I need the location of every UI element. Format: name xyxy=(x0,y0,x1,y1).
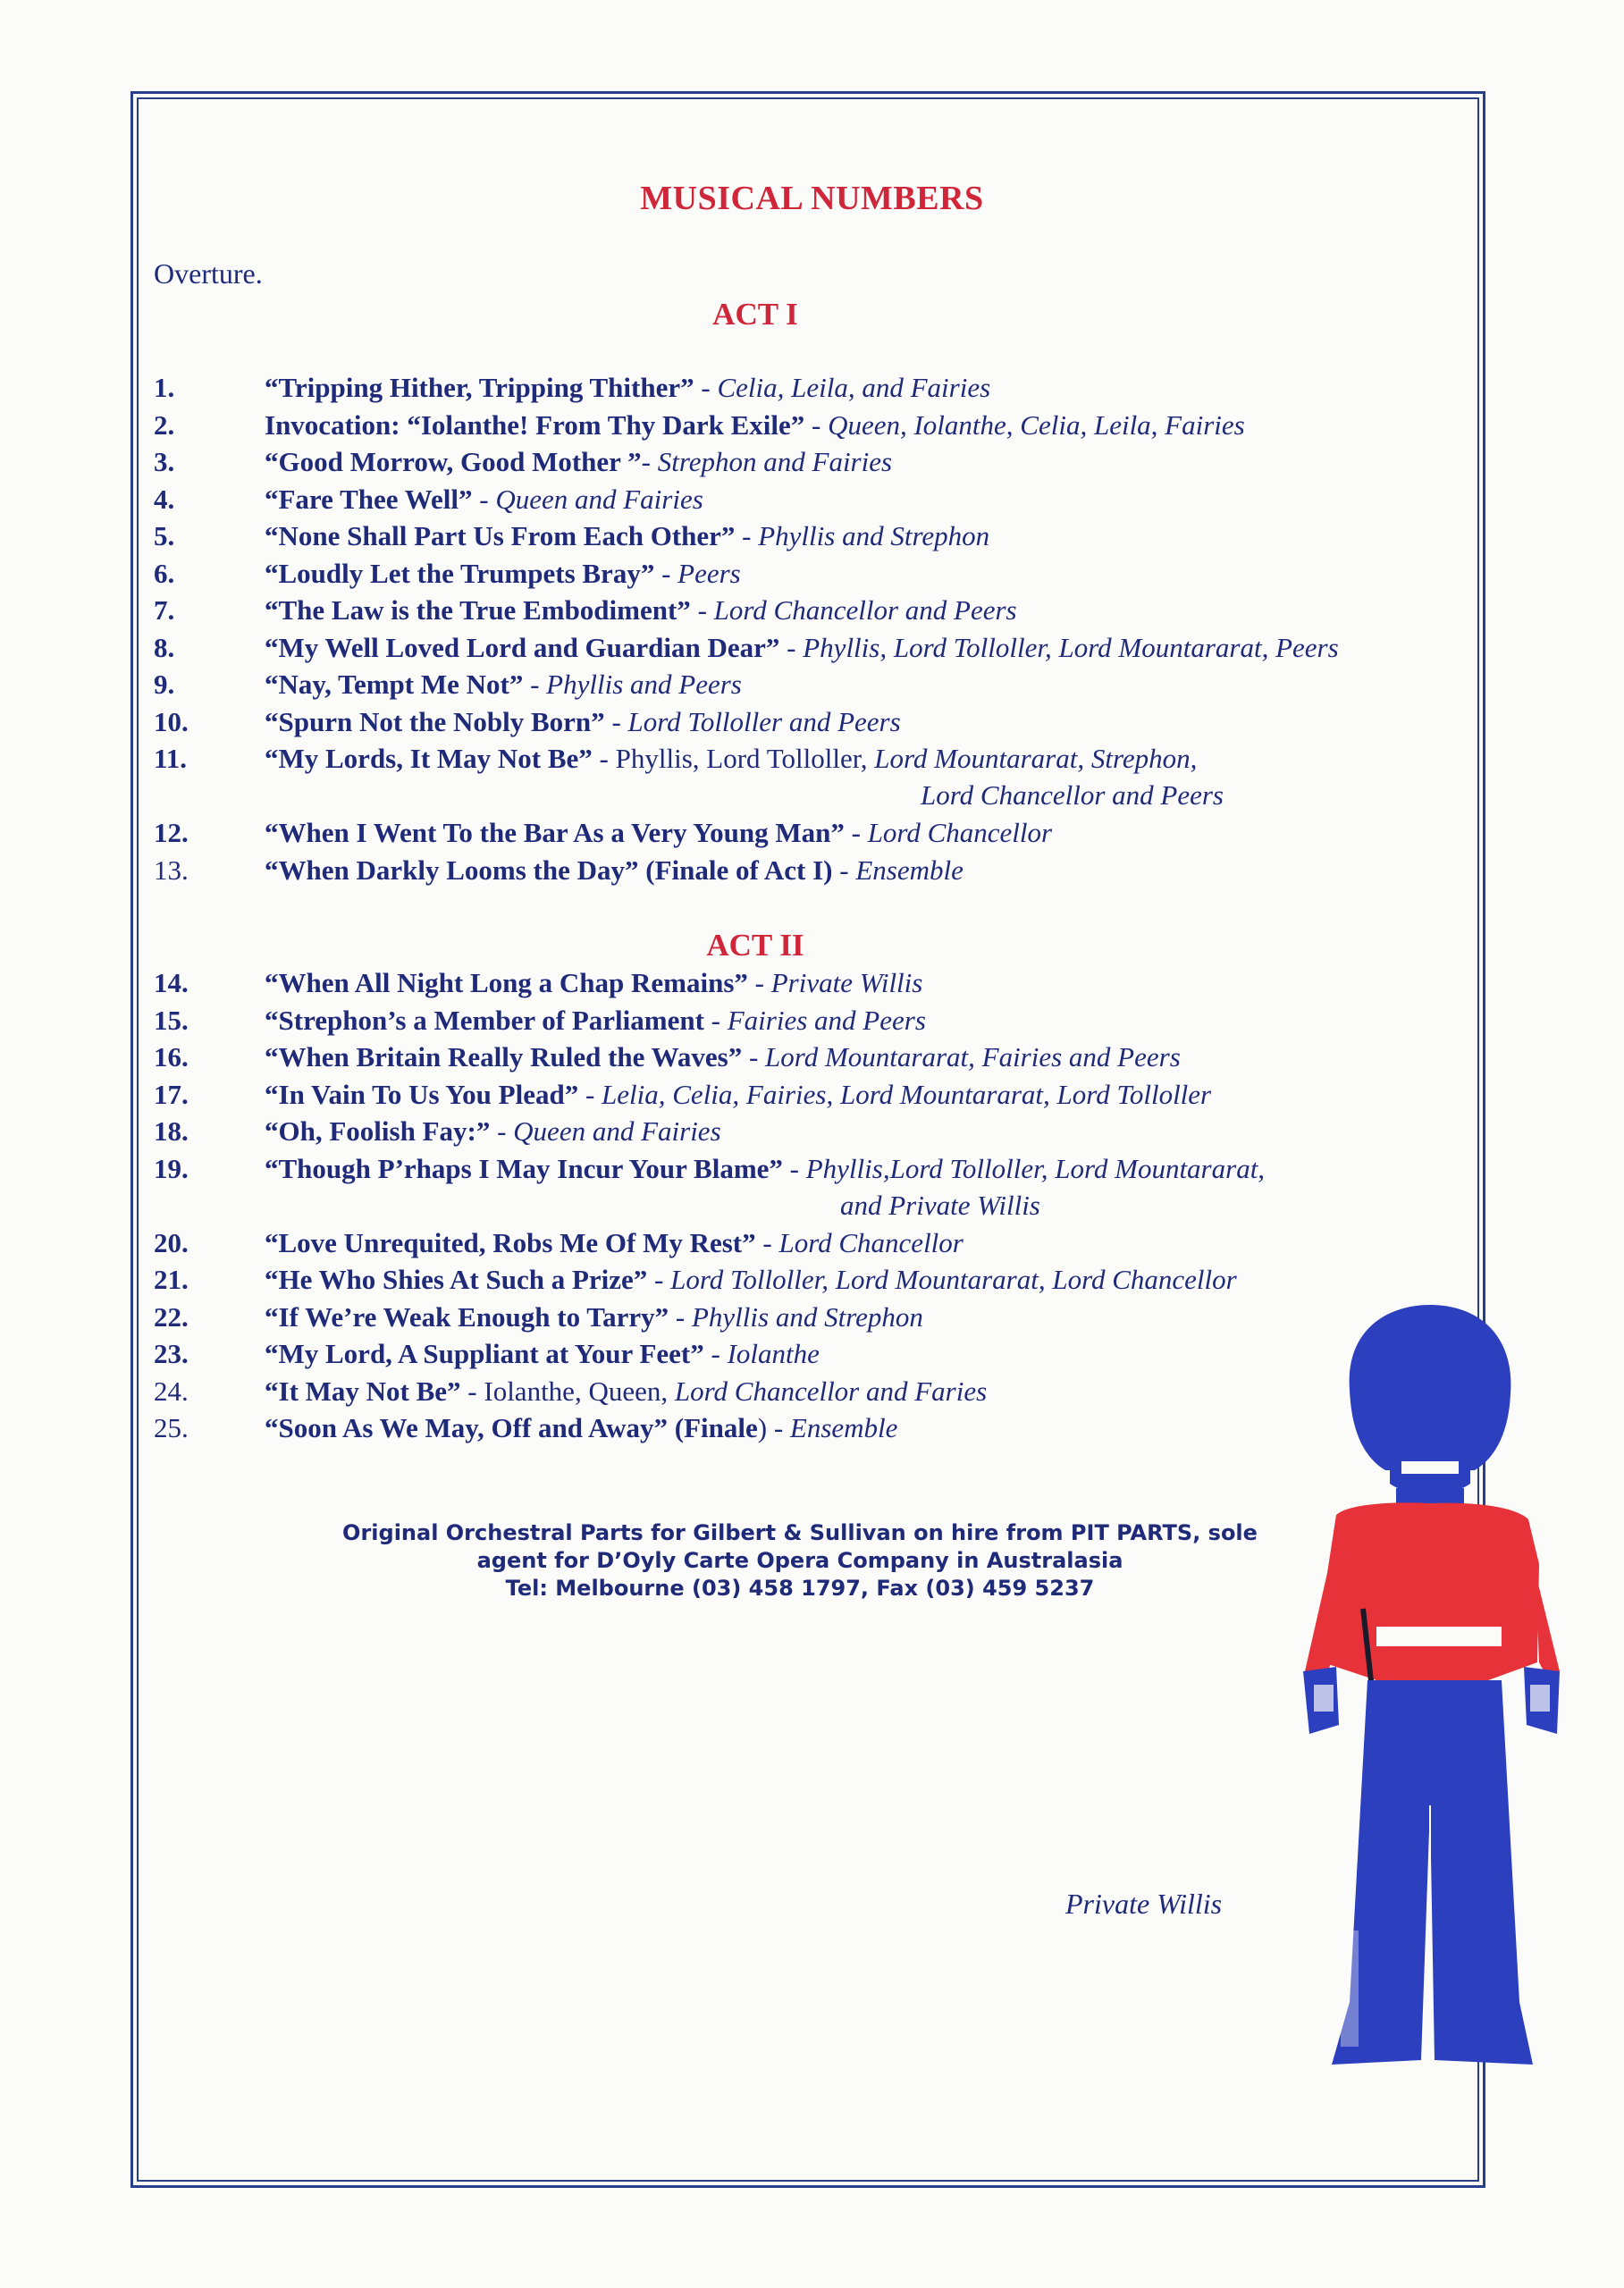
item-number: 23. xyxy=(154,1338,189,1369)
separator: - xyxy=(647,1264,671,1295)
performers: Queen and Fairies xyxy=(495,483,703,515)
item-number: 17. xyxy=(154,1078,189,1110)
list-item xyxy=(154,409,1494,447)
performers: Private Willis xyxy=(770,967,923,998)
performers: Lelia, Celia, Fairies, Lord Mountararat, Lord Tolloller xyxy=(602,1078,1212,1110)
list-item xyxy=(154,1375,1494,1413)
item-body xyxy=(265,1375,987,1408)
separator: - xyxy=(779,631,804,663)
item-number: 16. xyxy=(154,1041,189,1072)
performers: Phyllis and Peers xyxy=(546,669,742,700)
separator: - xyxy=(641,446,658,477)
notice-line: Tel: Melbourne (03) 458 1797, Fax (03) 459 5237 xyxy=(505,1576,1095,1601)
separator: - xyxy=(654,557,678,589)
list-item xyxy=(154,706,1494,744)
performers: Lord Chancellor xyxy=(867,817,1053,848)
list-item xyxy=(154,558,1494,595)
page-title: MUSICAL NUMBERS xyxy=(640,180,984,217)
song-title: “Good Morrow, Good Mother ” xyxy=(265,446,642,477)
item-body xyxy=(265,1079,1211,1111)
performers: Ensemble xyxy=(789,1412,898,1443)
list-item xyxy=(154,1338,1494,1375)
list-item xyxy=(154,446,1494,484)
song-title: “My Lord, A Suppliant at Your Feet” xyxy=(265,1338,704,1369)
item-body xyxy=(265,409,1245,442)
act-1-list xyxy=(154,372,1494,891)
separator: - xyxy=(804,408,829,441)
separator: - xyxy=(604,705,628,737)
list-item xyxy=(154,1227,1494,1265)
separator: - xyxy=(755,1226,779,1258)
item-number: 13. xyxy=(154,854,189,886)
performers: Ensemble xyxy=(855,854,963,886)
performers: Queen, Iolanthe, Celia, Leila, Fairies xyxy=(828,408,1245,441)
performers: Phyllis and Strephon xyxy=(758,520,990,551)
list-item xyxy=(154,484,1494,521)
list-item xyxy=(154,854,1494,892)
separator: - xyxy=(669,1300,692,1333)
item-number: 10. xyxy=(154,705,189,737)
performers: Phyllis and Strephon xyxy=(691,1300,923,1333)
song-title: Invocation: “Iolanthe! From Thy Dark Exile” xyxy=(265,408,805,441)
illustration-caption: Private Willis xyxy=(1065,1888,1223,1920)
song-title: “The Law is the True Embodiment” xyxy=(265,594,691,626)
performers: Fairies and Peers xyxy=(727,1004,926,1036)
red-tunic xyxy=(1323,1502,1539,1680)
item-body xyxy=(265,669,742,701)
performers: Celia, Leila, and Fairies xyxy=(717,372,991,403)
song-title: “When Darkly Looms the Day” (Finale of Act I) xyxy=(265,854,833,886)
song-title: “My Lords, It May Not Be” xyxy=(265,743,593,774)
item-body xyxy=(265,372,990,404)
overture-label: Overture. xyxy=(154,257,263,290)
list-item xyxy=(154,632,1494,669)
song-title: “In Vain To Us You Plead” xyxy=(265,1078,579,1110)
list-item xyxy=(154,594,1494,632)
list-item xyxy=(154,1005,1494,1042)
performers: Phyllis, Lord Tolloller, Lord Mountararat, Peers xyxy=(803,631,1339,663)
item-number: 11. xyxy=(154,743,188,774)
song-title: “Love Unrequited, Robs Me Of My Rest” xyxy=(265,1226,756,1258)
item-body xyxy=(265,743,1197,775)
list-item xyxy=(154,743,1494,817)
item-number: 14. xyxy=(154,967,189,998)
list-item xyxy=(154,1301,1494,1339)
song-title: “When Britain Really Ruled the Waves” xyxy=(265,1041,743,1072)
separator: - xyxy=(472,483,496,515)
separator: - xyxy=(592,743,616,774)
separator: - xyxy=(844,817,868,848)
song-title: “Oh, Foolish Fay:” xyxy=(265,1115,491,1147)
list-item xyxy=(154,1264,1494,1301)
act-2-list xyxy=(154,967,1494,1450)
performers: Phyllis,Lord Tolloller, Lord Mountararat, xyxy=(805,1152,1266,1184)
list-item xyxy=(154,1412,1494,1450)
performers: Iolanthe xyxy=(727,1338,820,1369)
performers: Peers xyxy=(677,557,741,589)
item-body xyxy=(265,594,1017,627)
notice-line: agent for D’Oyly Carte Opera Company in Australasia xyxy=(476,1548,1123,1573)
item-number: 18. xyxy=(154,1115,189,1147)
item-number: 5. xyxy=(154,520,175,551)
item-body xyxy=(265,1005,926,1037)
item-number: 9. xyxy=(154,669,175,700)
item-body xyxy=(265,967,922,999)
bearskin-hat xyxy=(1350,1305,1511,1470)
item-body xyxy=(265,520,989,552)
separator: - xyxy=(578,1078,602,1110)
notice-line: Original Orchestral Parts for Gilbert & Sullivan on hire from PIT PARTS, sole xyxy=(342,1520,1258,1545)
list-item xyxy=(154,1115,1494,1153)
item-body xyxy=(265,632,1339,664)
item-number: 20. xyxy=(154,1226,189,1258)
item-number: 12. xyxy=(154,817,189,848)
performers: Lord Chancellor xyxy=(778,1226,963,1258)
item-number: 3. xyxy=(154,446,175,477)
performers: Iolanthe, Queen, xyxy=(484,1375,675,1407)
item-body xyxy=(265,854,963,887)
song-title: “When I Went To the Bar As a Very Young Man” xyxy=(265,817,845,848)
item-number: 6. xyxy=(154,557,175,589)
guardsman-illustration xyxy=(1296,1305,1564,2065)
song-title: “My Well Loved Lord and Guardian Dear” xyxy=(265,631,780,663)
white-belt xyxy=(1376,1627,1502,1646)
separator: - xyxy=(703,1004,728,1036)
item-number: 15. xyxy=(154,1004,189,1036)
performers-continuation: Lord Chancellor and Peers xyxy=(921,779,1224,811)
song-title: “Soon As We May, Off and Away” (Finale xyxy=(265,1412,758,1443)
item-body xyxy=(265,558,741,590)
list-item xyxy=(154,372,1494,409)
performers: Lord Chancellor and Peers xyxy=(713,594,1017,626)
item-body xyxy=(265,446,892,478)
list-item xyxy=(154,1079,1494,1116)
performers: Phyllis, Lord Tolloller, xyxy=(615,743,875,774)
chin-strap xyxy=(1401,1461,1459,1474)
item-body xyxy=(265,1301,923,1333)
song-title: “If We’re Weak Enough to Tarry” xyxy=(265,1300,669,1333)
song-title: “Tripping Hither, Tripping Thither” xyxy=(265,372,694,403)
song-title: “It May Not Be” xyxy=(265,1375,461,1407)
item-body xyxy=(265,1412,897,1444)
separator: ) - xyxy=(757,1412,790,1443)
song-title: “Though P’rhaps I May Incur Your Blame” xyxy=(265,1152,783,1184)
performers: Lord Mountararat, Fairies and Peers xyxy=(765,1041,1181,1072)
item-number: 19. xyxy=(154,1152,189,1184)
item-number: 22. xyxy=(154,1300,189,1333)
item-number: 7. xyxy=(154,594,175,626)
item-number: 24. xyxy=(154,1375,189,1407)
blue-trousers xyxy=(1332,1680,1533,2065)
performers-continuation: and Private Willis xyxy=(840,1189,1040,1221)
item-body xyxy=(265,1338,820,1370)
separator: - xyxy=(735,520,759,551)
separator: - xyxy=(460,1375,484,1407)
separator: - xyxy=(490,1115,514,1147)
list-item xyxy=(154,669,1494,706)
list-item xyxy=(154,1041,1494,1079)
item-number: 21. xyxy=(154,1264,189,1295)
performers: Queen and Fairies xyxy=(513,1115,721,1147)
song-title: “Nay, Tempt Me Not” xyxy=(265,669,524,700)
item-number: 4. xyxy=(154,483,175,515)
song-title: “None Shall Part Us From Each Other” xyxy=(265,520,736,551)
song-title: “He Who Shies At Such a Prize” xyxy=(265,1264,648,1295)
song-title: “Strephon’s a Member of Parliament xyxy=(265,1004,704,1036)
separator: - xyxy=(523,669,547,700)
performers: Lord Tolloller and Peers xyxy=(627,705,901,737)
item-number: 2. xyxy=(154,408,175,441)
item-body xyxy=(265,1115,721,1148)
item-body xyxy=(265,1041,1181,1073)
song-title: “Spurn Not the Nobly Born” xyxy=(265,705,605,737)
list-item xyxy=(154,1153,1494,1227)
performers: Lord Chancellor and Faries xyxy=(674,1375,988,1407)
list-item xyxy=(154,520,1494,558)
separator: - xyxy=(832,854,856,886)
hire-notice xyxy=(304,1519,1296,1602)
performers: Lord Tolloller, Lord Mountararat, Lord Chancellor xyxy=(670,1264,1237,1295)
separator: - xyxy=(782,1152,806,1184)
song-title: “Loudly Let the Trumpets Bray” xyxy=(265,557,655,589)
item-number: 1. xyxy=(154,372,175,403)
item-number: 25. xyxy=(154,1412,189,1443)
item-body xyxy=(265,817,1052,849)
separator: - xyxy=(694,372,718,403)
song-title: “When All Night Long a Chap Remains” xyxy=(265,967,748,998)
performers: Lord Mountararat, Strephon, xyxy=(874,743,1198,774)
item-body xyxy=(265,1153,1265,1185)
list-item xyxy=(154,967,1494,1005)
item-body xyxy=(265,1227,963,1259)
act-1-heading: ACT I xyxy=(712,297,798,332)
item-number: 8. xyxy=(154,631,175,663)
list-item xyxy=(154,817,1494,854)
item-body xyxy=(265,706,901,738)
song-title: “Fare Thee Well” xyxy=(265,483,473,515)
act-2-heading: ACT II xyxy=(706,928,804,963)
separator: - xyxy=(742,1041,766,1072)
separator: - xyxy=(747,967,771,998)
separator: - xyxy=(703,1338,728,1369)
performers: Strephon and Fairies xyxy=(657,446,893,477)
item-body xyxy=(265,484,703,516)
item-body xyxy=(265,1264,1237,1296)
separator: - xyxy=(690,594,714,626)
